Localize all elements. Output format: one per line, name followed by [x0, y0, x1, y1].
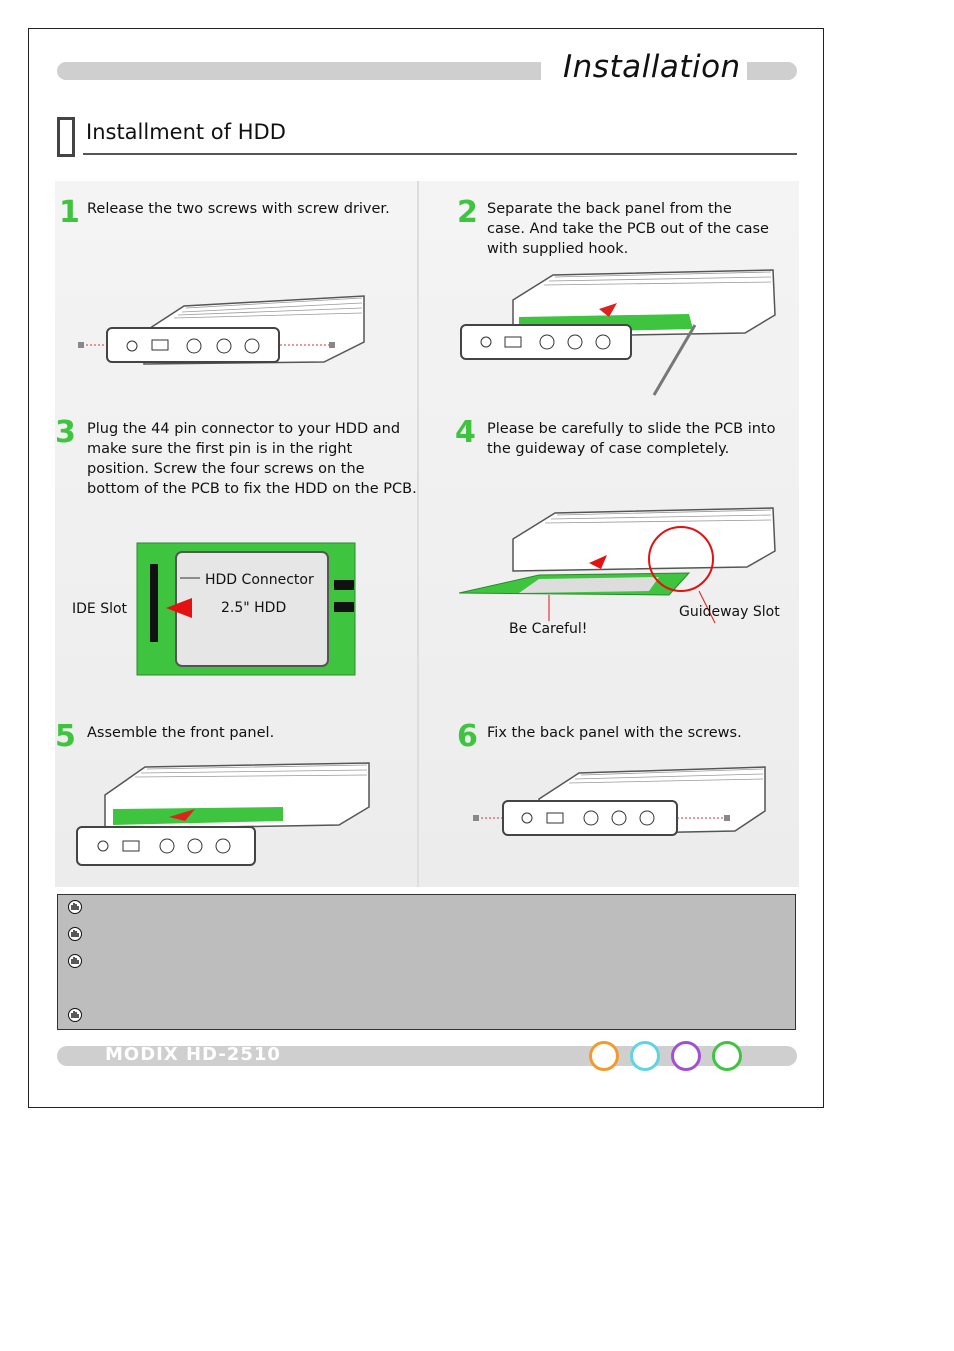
section-marker	[57, 117, 75, 157]
step-4-text: Please be carefully to slide the PCB into the guideway of case completely.	[487, 421, 776, 457]
hdd-size-label: 2.5" HDD	[221, 600, 287, 616]
section-underline	[83, 153, 797, 155]
manual-page	[28, 28, 824, 1108]
be-careful-label: Be Careful!	[509, 621, 588, 637]
disc-icon	[589, 1041, 619, 1071]
step-2-illustration	[449, 267, 789, 402]
step-5-text: Assemble the front panel.	[87, 725, 275, 741]
hand-icon	[68, 954, 82, 968]
footer-brand: MODIX HD-2510	[105, 1044, 281, 1065]
step-2-text: Separate the back panel from the case. And take the PCB out of the case with supplied hook.	[487, 201, 769, 257]
document-icon	[712, 1041, 742, 1071]
header-bar-right	[747, 62, 797, 80]
headphones-icon	[630, 1041, 660, 1071]
step-1-text: Release the two screws with screw driver.	[87, 201, 390, 217]
section-title: Installment of HDD	[86, 120, 286, 144]
step-5-illustration	[73, 759, 383, 874]
hdd-connector-label: HDD Connector	[205, 572, 314, 588]
header-bar-left	[57, 62, 541, 80]
hand-icon	[68, 927, 82, 941]
hand-icon	[68, 900, 82, 914]
step-6-illustration	[469, 763, 789, 848]
step-5-number: 5	[55, 719, 76, 754]
step-2-number: 2	[457, 195, 478, 230]
note-box	[57, 894, 796, 1030]
guideway-slot-label: Guideway Slot	[679, 604, 780, 620]
step-4-number: 4	[455, 415, 476, 450]
ide-slot-label: IDE Slot	[72, 601, 128, 617]
step-1-illustration	[74, 284, 384, 374]
hand-icon	[68, 1008, 82, 1022]
step-6-text: Fix the back panel with the screws.	[487, 725, 742, 741]
step-3-text: Plug the 44 pin connector to your HDD and make sure the first pin is in the right position. Screw the four screws on the bottom of the PCB to fix the HDD on the PCB.	[87, 421, 417, 497]
step-3-number: 3	[55, 415, 76, 450]
column-divider	[417, 181, 419, 887]
page-title: Installation	[563, 49, 741, 85]
step-1-number: 1	[59, 195, 80, 230]
step-6-number: 6	[457, 719, 478, 754]
camera-icon	[671, 1041, 701, 1071]
